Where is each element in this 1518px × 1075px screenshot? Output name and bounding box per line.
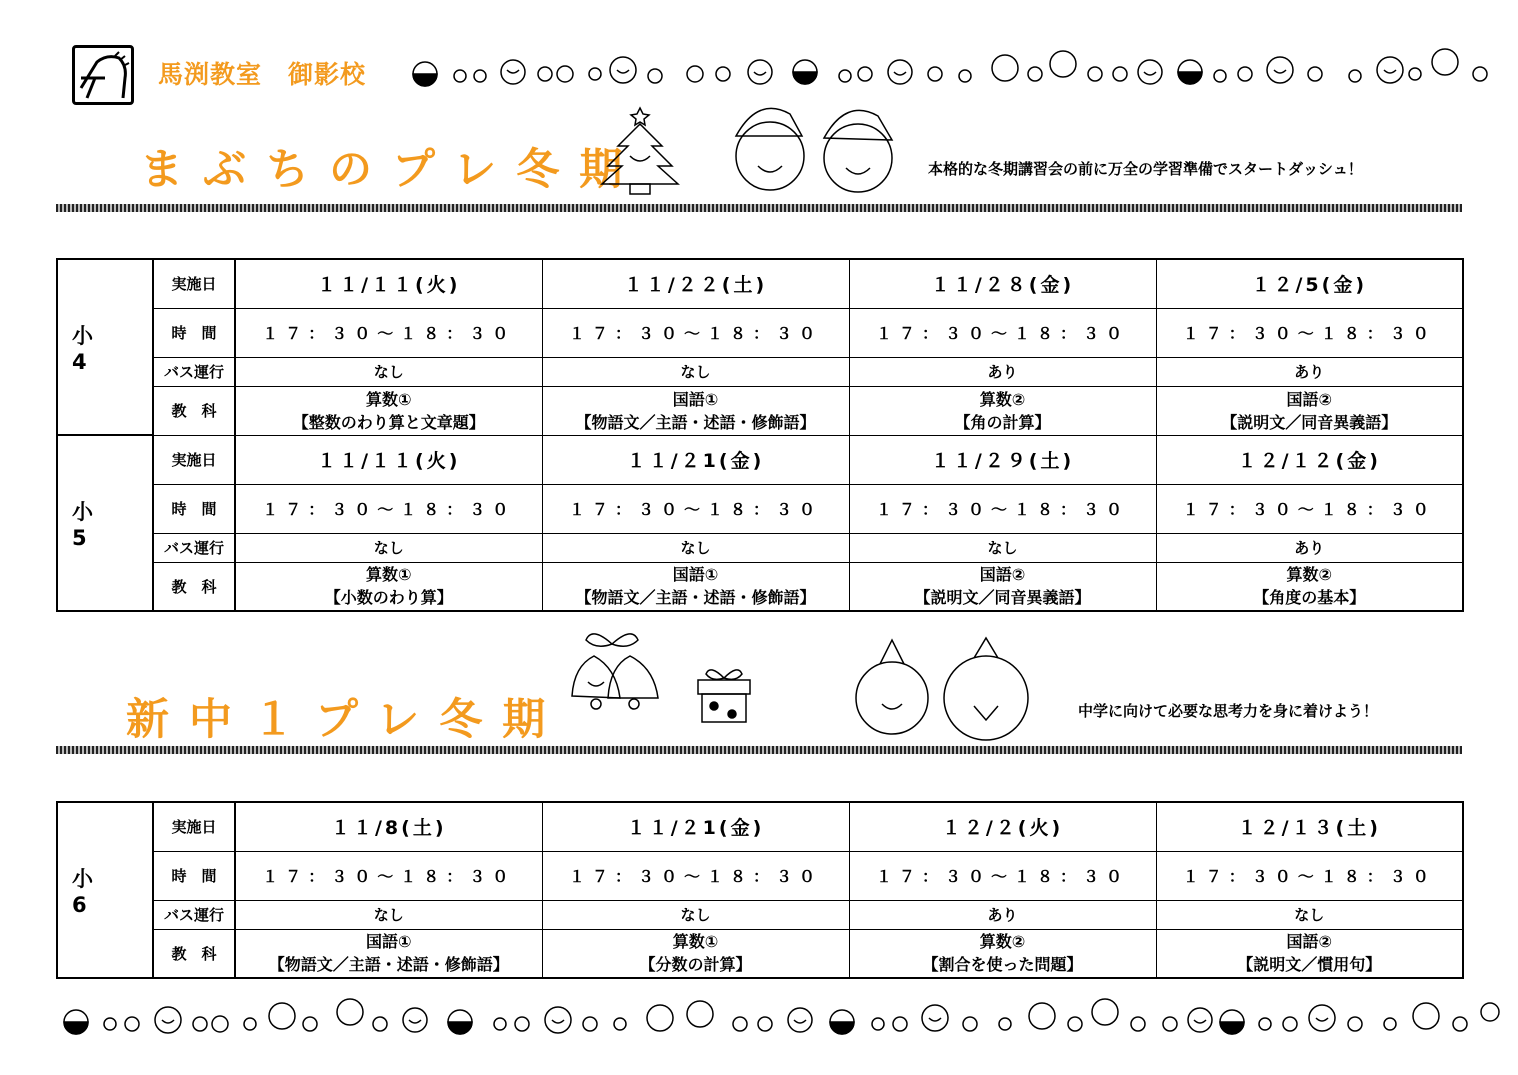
main-title-pre-winter: まぶちのプレ冬期: [140, 145, 643, 195]
row-label-subject: 教 科: [153, 929, 235, 978]
session-bus: なし: [542, 357, 849, 386]
session-subject: 算数①: [365, 565, 412, 585]
session-time: １７：３０～１８：３０: [849, 851, 1156, 900]
grade-label: 小 5: [57, 435, 153, 611]
table-row: [57, 435, 1463, 484]
session-time: １７：３０～１８：３０: [235, 484, 542, 533]
session-date: １１/２２(土): [542, 259, 849, 308]
table-row: [57, 929, 1463, 978]
gift-box-icon: [694, 662, 756, 726]
session-date: １２/２(火): [849, 802, 1156, 851]
session-subject: 算数①: [672, 932, 719, 952]
row-label-bus: バス運行: [153, 900, 235, 929]
session-time: １７：３０～１８：３０: [849, 484, 1156, 533]
table-row: [57, 484, 1463, 533]
session-bus: あり: [849, 357, 1156, 386]
session-time: １７：３０～１８：３０: [542, 484, 849, 533]
session-time: １７：３０～１８：３０: [1156, 484, 1463, 533]
session-topic: 【説明文／同音異義語】: [914, 588, 1091, 608]
session-topic: 【物語文／主語・述語・修飾語】: [575, 588, 816, 608]
table-row: [57, 308, 1463, 357]
grade-label: 小 6: [57, 802, 153, 978]
session-subject-cell: [542, 386, 849, 435]
row-label-time: 時 間: [153, 308, 235, 357]
session-topic: 【説明文／同音異義語】: [1221, 412, 1398, 432]
row-label-date: 実施日: [153, 259, 235, 308]
session-bus: なし: [1156, 900, 1463, 929]
main-title-new-jh1: 新中１プレ冬期: [126, 695, 566, 745]
session-bus: なし: [849, 533, 1156, 562]
row-label-subject: 教 科: [153, 386, 235, 435]
session-subject: 国語②: [1286, 932, 1333, 952]
session-subject-cell: [849, 929, 1156, 978]
bells-icon: [562, 626, 672, 718]
schedule-table-g4-g5: [56, 258, 1464, 612]
session-subject: 算数②: [979, 389, 1026, 409]
grade-label: 小 4: [57, 259, 153, 435]
logo: [72, 45, 134, 105]
session-time: １７：３０～１８：３０: [235, 308, 542, 357]
table-row: [57, 802, 1463, 851]
ornament-garland-bottom: [60, 994, 1500, 1044]
session-date: １２/5(金): [1156, 259, 1463, 308]
session-time: １７：３０～１８：３０: [235, 851, 542, 900]
session-date: １１/１１(火): [235, 259, 542, 308]
christmas-tree-icon: [598, 104, 682, 194]
divider-rule: [56, 204, 1462, 212]
session-topic: 【説明文／慣用句】: [1237, 955, 1382, 975]
table-row: [57, 851, 1463, 900]
session-topic: 【整数のわり算と文章題】: [292, 412, 485, 432]
session-subject-cell: [542, 562, 849, 611]
row-label-subject: 教 科: [153, 562, 235, 611]
session-subject: 算数②: [1286, 565, 1333, 585]
tagline-new-jh1: 中学に向けて必要な思考力を身に着けよう！: [1078, 702, 1379, 720]
session-bus: あり: [1156, 533, 1463, 562]
session-time: １７：３０～１８：３０: [542, 308, 849, 357]
party-kids-icon: [846, 636, 1042, 738]
table-row: [57, 386, 1463, 435]
tagline-pre-winter: 本格的な冬期講習会の前に万全の学習準備でスタートダッシュ！: [928, 160, 1363, 178]
session-time: １７：３０～１８：３０: [849, 308, 1156, 357]
session-subject-cell: [1156, 386, 1463, 435]
session-bus: あり: [849, 900, 1156, 929]
table-row: [57, 900, 1463, 929]
session-subject: 国語①: [672, 565, 719, 585]
session-subject: 国語②: [1286, 389, 1333, 409]
table-row: [57, 357, 1463, 386]
row-label-bus: バス運行: [153, 533, 235, 562]
session-subject-cell: [542, 929, 849, 978]
school-name: 馬渕教室 御影校: [158, 60, 367, 89]
session-date: １１/２９(土): [849, 435, 1156, 484]
santa-kids-icon: [718, 96, 918, 196]
session-time: １７：３０～１８：３０: [542, 851, 849, 900]
row-label-bus: バス運行: [153, 357, 235, 386]
session-topic: 【割合を使った問題】: [922, 955, 1083, 975]
session-topic: 【小数のわり算】: [324, 588, 453, 608]
session-topic: 【分数の計算】: [639, 955, 752, 975]
session-bus: なし: [542, 900, 849, 929]
session-time: １７：３０～１８：３０: [1156, 851, 1463, 900]
row-label-date: 実施日: [153, 802, 235, 851]
session-bus: なし: [235, 533, 542, 562]
session-topic: 【物語文／主語・述語・修飾語】: [268, 955, 509, 975]
session-topic: 【物語文／主語・述語・修飾語】: [575, 412, 816, 432]
ornament-garland-top: [405, 42, 1500, 92]
session-subject-cell: [849, 386, 1156, 435]
session-topic: 【角度の基本】: [1253, 588, 1366, 608]
session-date: １１/２８(金): [849, 259, 1156, 308]
session-subject: 国語②: [979, 565, 1026, 585]
session-bus: なし: [542, 533, 849, 562]
session-bus: なし: [235, 900, 542, 929]
session-date: １２/１２(金): [1156, 435, 1463, 484]
session-time: １７：３０～１８：３０: [1156, 308, 1463, 357]
session-date: １１/8(土): [235, 802, 542, 851]
session-date: １１/１１(火): [235, 435, 542, 484]
row-label-time: 時 間: [153, 484, 235, 533]
schedule-table-g6: [56, 801, 1464, 979]
session-subject-cell: [1156, 929, 1463, 978]
session-date: １１/２1(金): [542, 802, 849, 851]
session-subject-cell: [235, 929, 542, 978]
divider-rule: [56, 746, 1462, 754]
row-label-time: 時 間: [153, 851, 235, 900]
session-date: １２/１３(土): [1156, 802, 1463, 851]
session-subject: 算数②: [979, 932, 1026, 952]
table-row: [57, 533, 1463, 562]
session-subject-cell: [235, 386, 542, 435]
session-bus: あり: [1156, 357, 1463, 386]
horse-logo-icon: [75, 48, 131, 102]
table-row: [57, 562, 1463, 611]
session-bus: なし: [235, 357, 542, 386]
row-label-date: 実施日: [153, 435, 235, 484]
session-subject: 国語①: [672, 389, 719, 409]
session-subject: 算数①: [365, 389, 412, 409]
session-subject-cell: [849, 562, 1156, 611]
session-subject-cell: [1156, 562, 1463, 611]
session-date: １１/２1(金): [542, 435, 849, 484]
session-subject: 国語①: [365, 932, 412, 952]
session-subject-cell: [235, 562, 542, 611]
table-row: [57, 259, 1463, 308]
session-topic: 【角の計算】: [954, 412, 1051, 432]
